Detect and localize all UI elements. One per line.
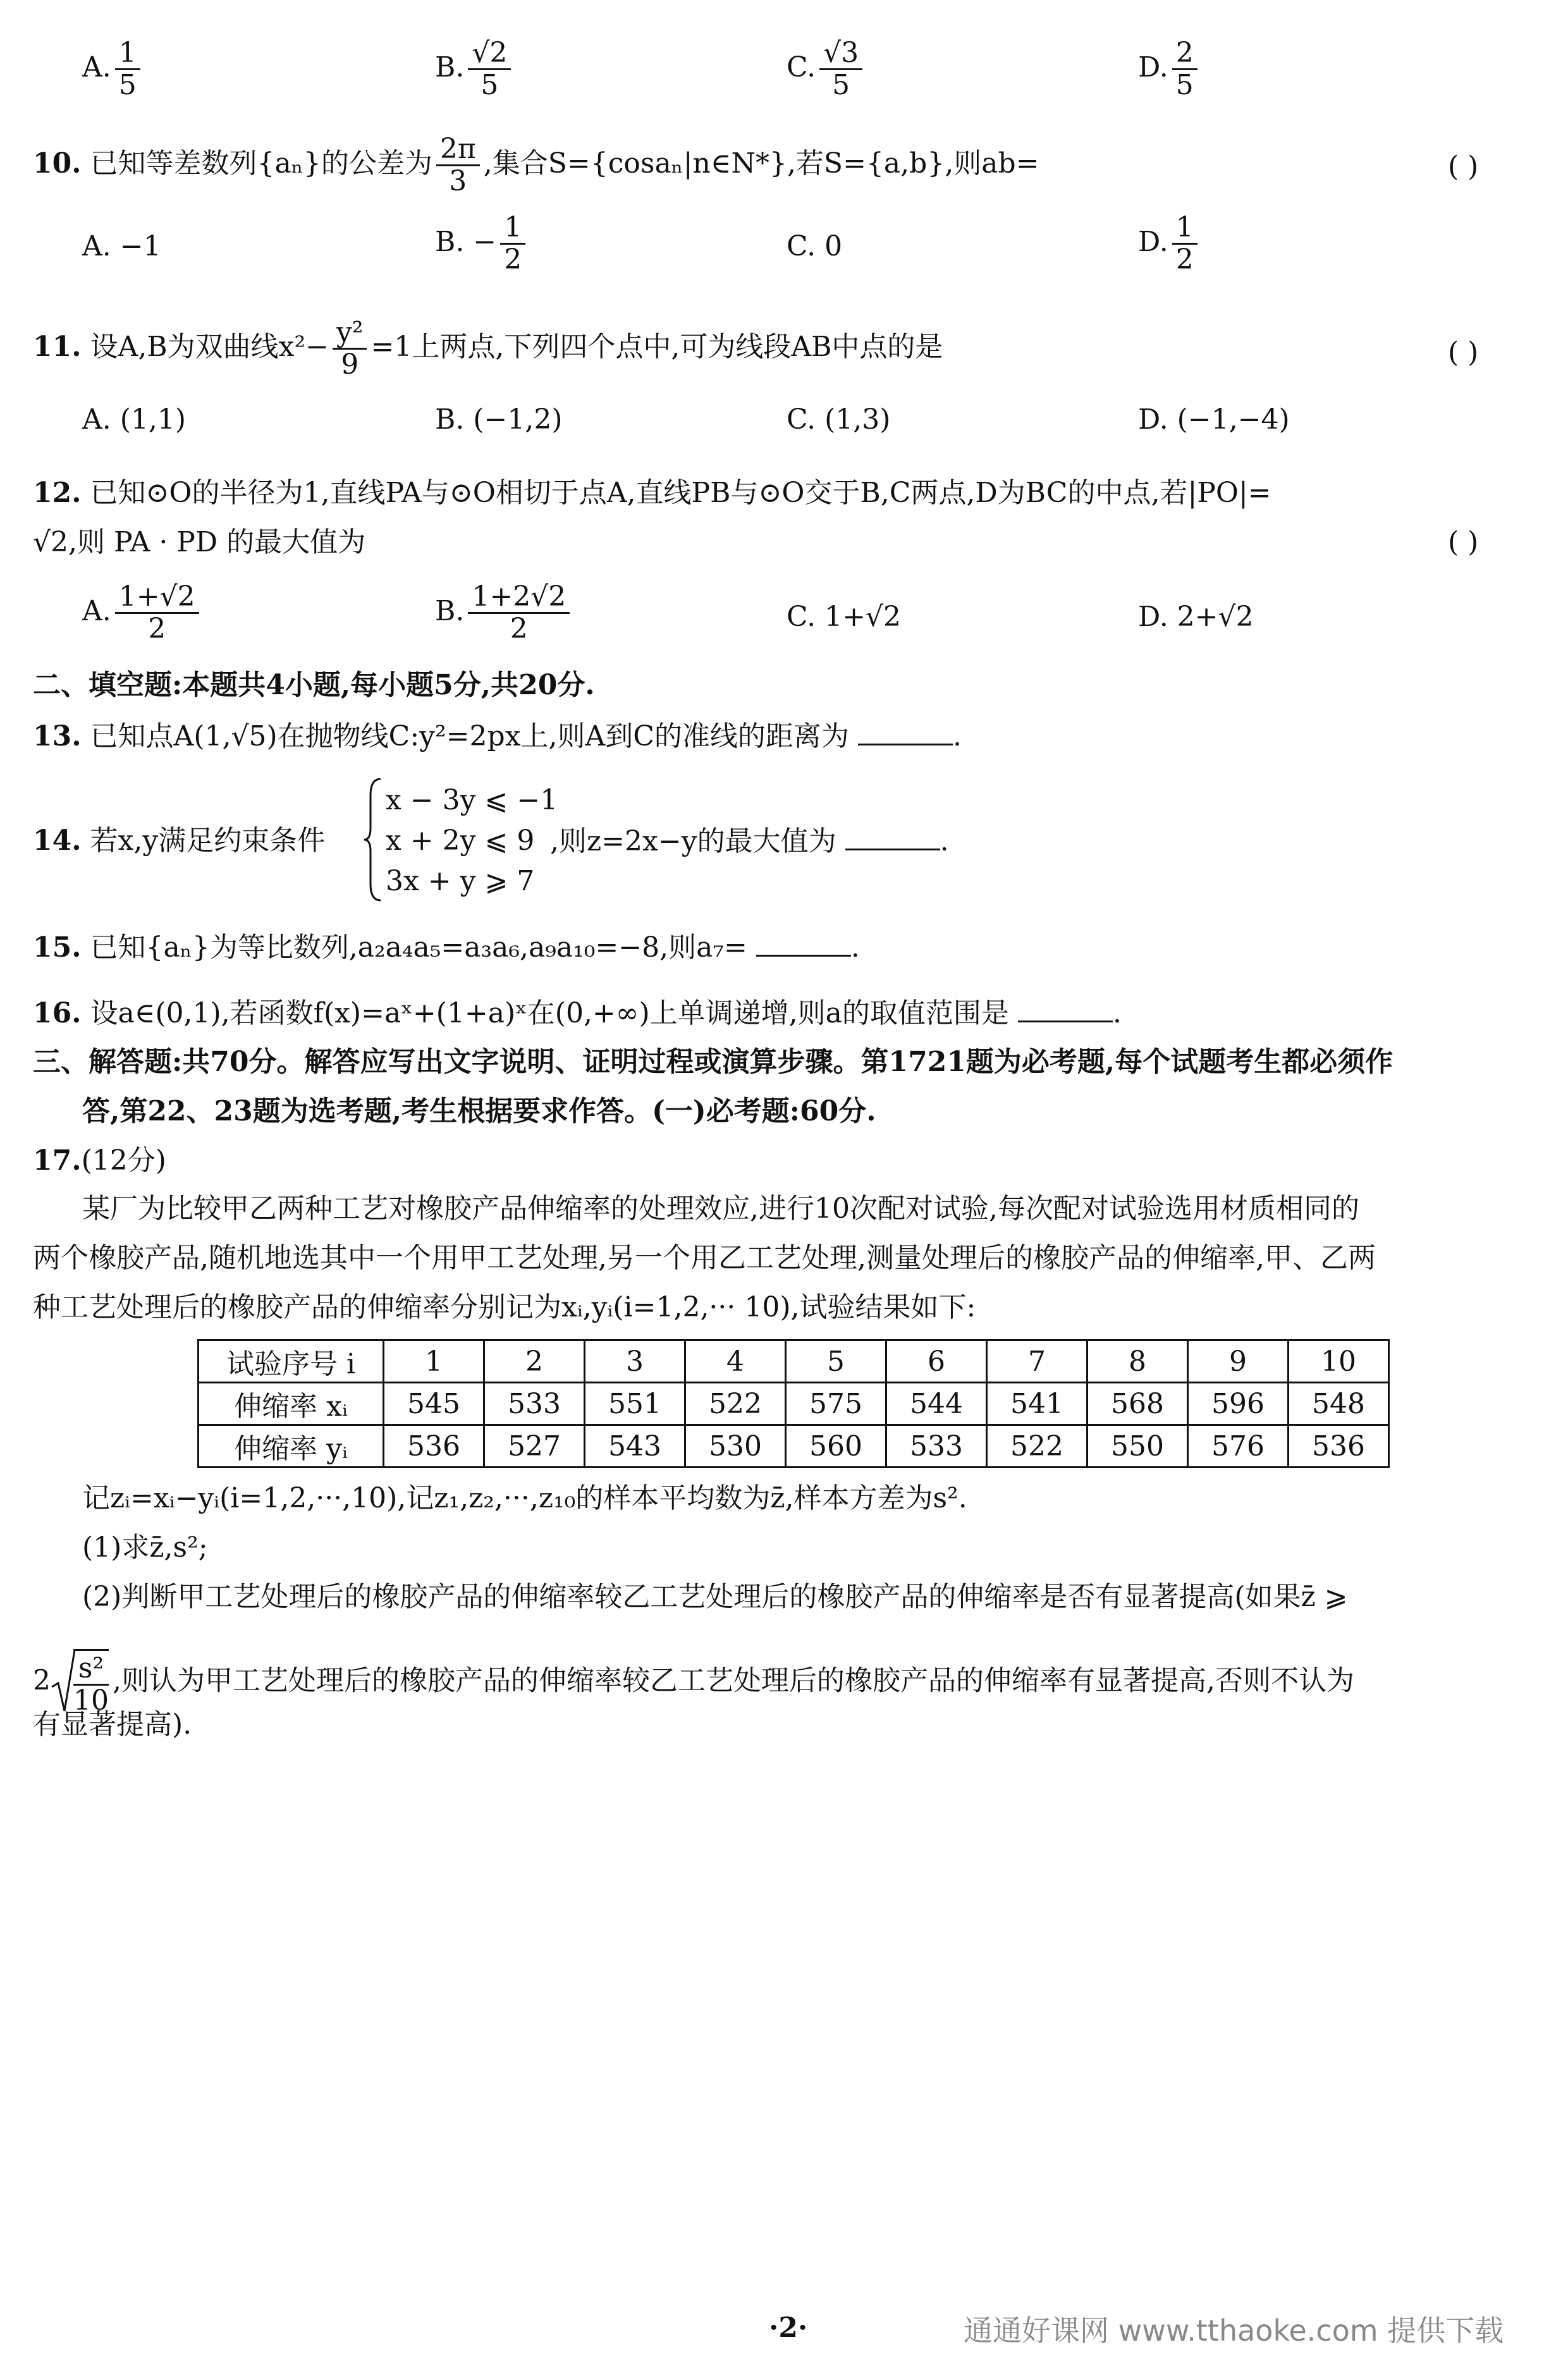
question-number: 11. xyxy=(33,331,82,363)
q17-sub2-line3: 有显著提高). xyxy=(33,1708,192,1741)
frac-den: 5 xyxy=(1175,69,1194,101)
q16-end: . xyxy=(1112,997,1122,1029)
table-cell: 551 xyxy=(585,1383,685,1425)
q11-stem xyxy=(33,317,943,380)
frac-num: s² xyxy=(73,1653,109,1686)
answer-paren: ( ) xyxy=(1448,150,1479,183)
answer-blank[interactable] xyxy=(845,823,940,850)
q17-sub2-text: ,则认为甲工艺处理后的橡胶产品的伸缩率较乙工艺处理后的橡胶产品的伸缩率有显著提高,否则不认为 xyxy=(113,1664,1354,1697)
q16-text: 设a∈(0,1),若函数f(x)=aˣ+(1+a)ˣ在(0,+∞)上单调递增,则a的取值范围是 xyxy=(90,997,1009,1029)
table-cell: 596 xyxy=(1188,1383,1289,1425)
frac-num: 2 xyxy=(1172,38,1197,70)
question-number: 16. xyxy=(33,997,82,1029)
q14-end: . xyxy=(940,825,949,857)
table-cell: 545 xyxy=(384,1383,484,1425)
page-number: ·2· xyxy=(769,2312,808,2344)
frac-den: 3 xyxy=(449,165,467,197)
q17-header xyxy=(33,1143,166,1179)
frac-den: 5 xyxy=(481,69,499,101)
q10-option-b xyxy=(435,212,529,275)
answer-blank[interactable] xyxy=(756,929,851,957)
q9-option-a xyxy=(82,38,144,101)
q15-text: 已知{aₙ}为等比数列,a₂a₄a₅=a₃a₆,a₉a₁₀=−8,则a₇= xyxy=(90,931,747,964)
q17-para-line3: 种工艺处理后的橡胶产品的伸缩率分别记为xᵢ,yᵢ(i=1,2,··· 10),试验结果如下: xyxy=(33,1291,976,1323)
q17-para-line2: 两个橡胶产品,随机地选其中一个用甲工艺处理,另一个用乙工艺处理,测量处理后的橡胶产品的伸缩率,甲、乙两 xyxy=(33,1242,1376,1274)
q10-option-c: C. 0 xyxy=(787,230,843,262)
frac-den: 9 xyxy=(341,348,359,381)
frac-num: √2 xyxy=(468,38,511,70)
q11-text-b: =1上两点,下列四个点中,可为线段AB中点的是 xyxy=(371,331,943,363)
answer-blank[interactable] xyxy=(1018,995,1113,1022)
question-number: 13. xyxy=(33,720,82,752)
table-cell: 568 xyxy=(1087,1383,1188,1425)
question-number: 10. xyxy=(33,147,82,180)
table-cell: 伸缩率 yᵢ xyxy=(199,1425,384,1468)
table-cell: 试验序号 i xyxy=(199,1340,384,1383)
frac-num: 1 xyxy=(1172,212,1197,245)
answer-blank[interactable] xyxy=(858,718,953,745)
frac-num: 2π xyxy=(436,134,480,166)
table-cell: 8 xyxy=(1087,1340,1188,1383)
table-cell: 1 xyxy=(384,1340,484,1383)
table-cell: 2 xyxy=(484,1340,585,1383)
q10-stem xyxy=(33,134,1039,197)
q10-text-a: 已知等差数列{aₙ}的公差为 xyxy=(90,147,432,180)
frac-den: 10 xyxy=(73,1684,109,1717)
table-cell: 536 xyxy=(1289,1425,1389,1468)
answer-paren: ( ) xyxy=(1448,336,1479,369)
table-row-y xyxy=(199,1425,1389,1468)
frac-den: 5 xyxy=(118,69,137,101)
option-label: B. xyxy=(435,595,465,627)
frac-den: 5 xyxy=(832,69,850,101)
option-label: A. xyxy=(82,51,111,83)
q12-option-b xyxy=(435,582,573,644)
table-cell: 533 xyxy=(886,1425,987,1468)
q15-end: . xyxy=(850,931,860,964)
q15 xyxy=(33,929,860,965)
q9-option-b xyxy=(435,38,515,101)
table-cell: 9 xyxy=(1188,1340,1289,1383)
table-cell: 536 xyxy=(384,1425,484,1468)
frac-den: 2 xyxy=(1175,243,1194,276)
table-cell: 伸缩率 xᵢ xyxy=(199,1383,384,1425)
q13-end: . xyxy=(952,720,962,752)
answer-paren: ( ) xyxy=(1448,526,1479,558)
table-cell: 6 xyxy=(886,1340,987,1383)
table-cell: 541 xyxy=(987,1383,1087,1425)
frac-num: 1+√2 xyxy=(115,582,199,614)
table-row-x xyxy=(199,1383,1389,1425)
q12-text-line1: 已知⊙O的半径为1,直线PA与⊙O相切于点A,直线PB与⊙O交于B,C两点,D为BC的中点,若|PO|= xyxy=(90,477,1271,509)
q14-constraint-1: x − 3y ⩽ −1 xyxy=(386,784,558,816)
table-cell: 7 xyxy=(987,1340,1087,1383)
frac-num: 1+2√2 xyxy=(468,582,570,614)
question-number: 17. xyxy=(33,1144,82,1177)
q13 xyxy=(33,718,962,754)
table-cell: 3 xyxy=(585,1340,685,1383)
q14-constraint-3: 3x + y ⩾ 7 xyxy=(386,865,535,897)
table-cell: 5 xyxy=(786,1340,886,1383)
q11-option-b: B. (−1,2) xyxy=(435,403,563,436)
option-label: C. xyxy=(787,51,816,83)
q17-score: (12分) xyxy=(81,1144,166,1177)
q11-option-a: A. (1,1) xyxy=(82,403,187,436)
frac-num: 1 xyxy=(500,212,525,245)
q10-text-b: ,集合S={cosaₙ|n∈N*},若S={a,b},则ab= xyxy=(483,147,1039,180)
table-cell: 533 xyxy=(484,1383,585,1425)
section-heading-solutions-cont: 答,第22、23题为选考题,考生根据要求作答。(一)必考题:60分. xyxy=(82,1095,876,1127)
option-label: D. xyxy=(1138,226,1168,258)
q12-option-c: C. 1+√2 xyxy=(787,601,901,633)
option-label: D. xyxy=(1138,51,1168,83)
table-row-header xyxy=(199,1340,1389,1383)
q9-option-d xyxy=(1138,38,1201,101)
table-cell: 530 xyxy=(685,1425,786,1468)
brace-icon xyxy=(362,776,383,903)
option-label: B. xyxy=(435,51,465,83)
frac-den: 2 xyxy=(504,243,522,276)
q16 xyxy=(33,995,1122,1031)
q17-sub2: (2)判断甲工艺处理后的橡胶产品的伸缩率较乙工艺处理后的橡胶产品的伸缩率是否有显著提高(如果z̄ ⩾ xyxy=(82,1581,1348,1613)
section-heading-fill-in: 二、填空题:本题共4小题,每小题5分,共20分. xyxy=(33,669,595,701)
table-cell: 544 xyxy=(886,1383,987,1425)
q10-option-a: A. −1 xyxy=(82,230,161,262)
question-number: 14. xyxy=(33,824,82,857)
frac-num: y² xyxy=(333,317,367,350)
q17-para-line1: 某厂为比较甲乙两种工艺对橡胶产品伸缩率的处理效应,进行10次配对试验,每次配对试验选用材质相同的 xyxy=(82,1192,1359,1225)
watermark: 通通好课网 www.tthaoke.com 提供下载 xyxy=(964,2314,1504,2348)
table-cell: 548 xyxy=(1289,1383,1389,1425)
q12-option-d: D. 2+√2 xyxy=(1138,601,1254,633)
frac-den: 2 xyxy=(148,613,166,645)
section-heading-solutions: 三、解答题:共70分。解答应写出文字说明、证明过程或演算步骤。第1721题为必考题,每个试题考生都必须作 xyxy=(33,1046,1393,1078)
question-number: 15. xyxy=(33,931,82,964)
q12-option-a xyxy=(82,582,203,644)
table-cell: 522 xyxy=(987,1425,1087,1468)
question-number: 12. xyxy=(33,477,82,509)
q11-text-a: 设A,B为双曲线x²− xyxy=(90,331,329,363)
coef-2: 2 xyxy=(33,1664,51,1697)
q14-constraint-2: x + 2y ⩽ 9 xyxy=(386,824,535,857)
option-label: B. − xyxy=(435,226,497,258)
q13-text: 已知点A(1,√5)在抛物线C:y²=2px上,则A到C的准线的距离为 xyxy=(90,720,849,752)
q12-line1 xyxy=(33,475,1271,511)
q14-lead xyxy=(33,823,325,859)
table-cell: 522 xyxy=(685,1383,786,1425)
q14-text-a: 若x,y满足约束条件 xyxy=(90,824,326,857)
frac-num: 1 xyxy=(115,38,140,70)
q11-option-d: D. (−1,−4) xyxy=(1138,403,1290,436)
q14-text-b: ,则z=2x−y的最大值为 xyxy=(550,825,836,857)
table-cell: 576 xyxy=(1188,1425,1289,1468)
table-cell: 4 xyxy=(685,1340,786,1383)
table-cell: 543 xyxy=(585,1425,685,1468)
q10-option-d xyxy=(1138,212,1201,275)
frac-den: 2 xyxy=(510,613,528,645)
q17-sub2-line2 xyxy=(33,1648,1354,1717)
q12-line2: √2,则 PA · PD 的最大值为 xyxy=(33,526,366,558)
table-cell: 560 xyxy=(786,1425,886,1468)
table-cell: 527 xyxy=(484,1425,585,1468)
option-label: A. xyxy=(82,595,111,627)
q17-definition: 记zᵢ=xᵢ−yᵢ(i=1,2,···,10),记z₁,z₂,···,z₁₀的样本平均数为z̄,样本方差为s². xyxy=(82,1482,967,1514)
table-cell: 10 xyxy=(1289,1340,1389,1383)
q11-option-c: C. (1,3) xyxy=(787,403,891,436)
table-cell: 575 xyxy=(786,1383,886,1425)
q14-tail xyxy=(550,823,949,859)
frac-num: √3 xyxy=(819,38,862,70)
q9-option-c xyxy=(787,38,866,101)
q17-sub1: (1)求z̄,s²; xyxy=(82,1531,208,1564)
experiment-table xyxy=(197,1339,1390,1468)
table-cell: 550 xyxy=(1087,1425,1188,1468)
